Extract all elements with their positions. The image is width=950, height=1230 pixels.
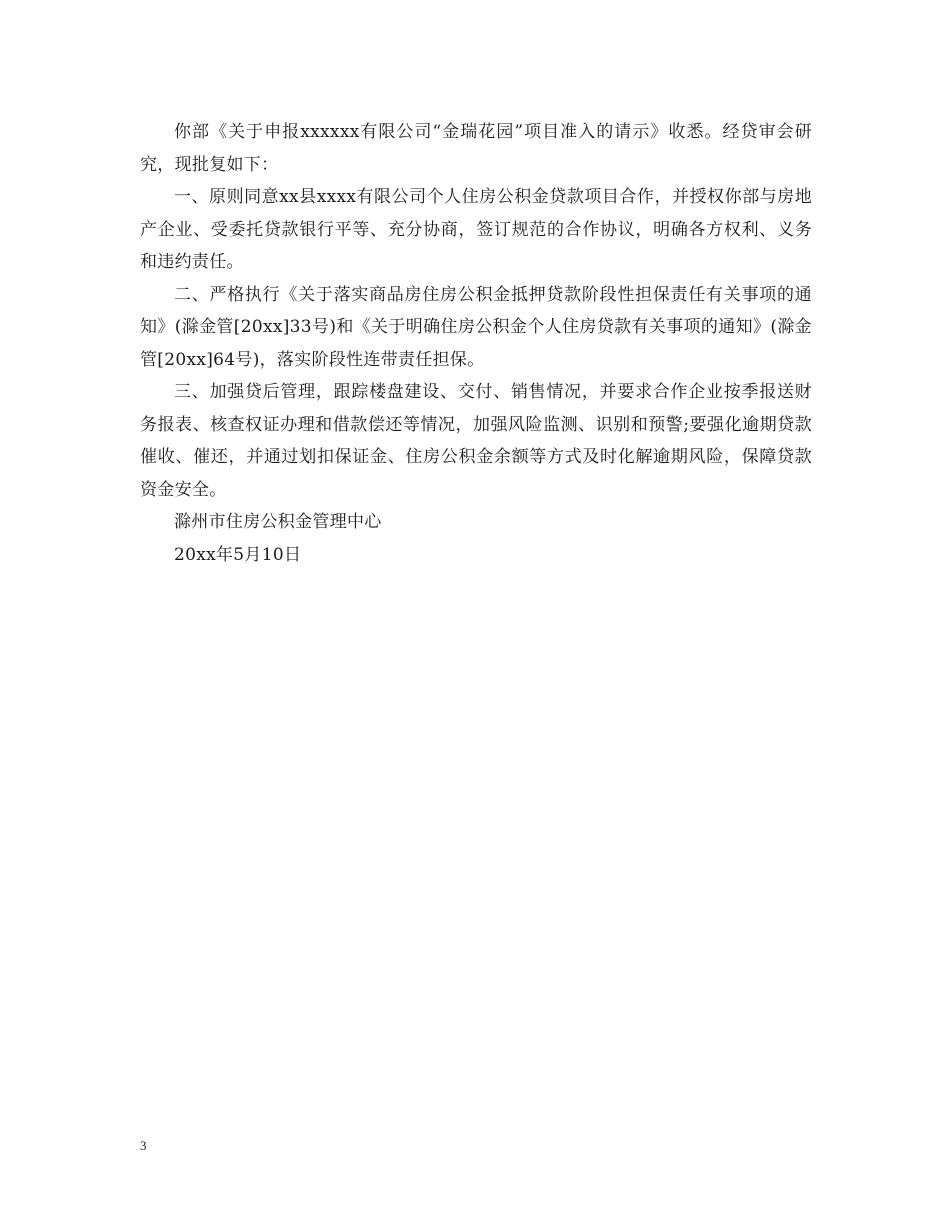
page-number: 3	[140, 1138, 147, 1153]
signature-line: 滁州市住房公积金管理中心	[174, 512, 382, 532]
item-three-paragraph: 三、加强贷后管理，跟踪楼盘建设、交付、销售情况，并要求合作企业按季报送财务报表、核查权证办理和借款偿还等情况，加强风险监测、识别和预警;要强化逾期贷款催收、催还，并通过划扣保证金、住房公积金余额等方式及时化解逾期风险，保障贷款资金安全。	[140, 382, 812, 500]
item-one-paragraph: 一、原则同意xx县xxxx有限公司个人住房公积金贷款项目合作，并授权你部与房地产企业、受委托贷款银行平等、充分协商，签订规范的合作协议，明确各方权利、义务和违约责任。	[140, 187, 812, 272]
opening-paragraph: 你部《关于申报xxxxxx有限公司“金瑞花园”项目准入的请示》收悉。经贷审会研究，现批复如下：	[140, 122, 812, 175]
document-body	[140, 116, 812, 571]
date-line: 20xx年5月10日	[174, 544, 302, 565]
item-two-paragraph: 二、严格执行《关于落实商品房住房公积金抵押贷款阶段性担保责任有关事项的通知》(滁金管[20xx]33号)和《关于明确住房公积金个人住房贷款有关事项的通知》(滁金管[20xx]64号)，落实阶段性连带责任担保。	[140, 284, 812, 370]
